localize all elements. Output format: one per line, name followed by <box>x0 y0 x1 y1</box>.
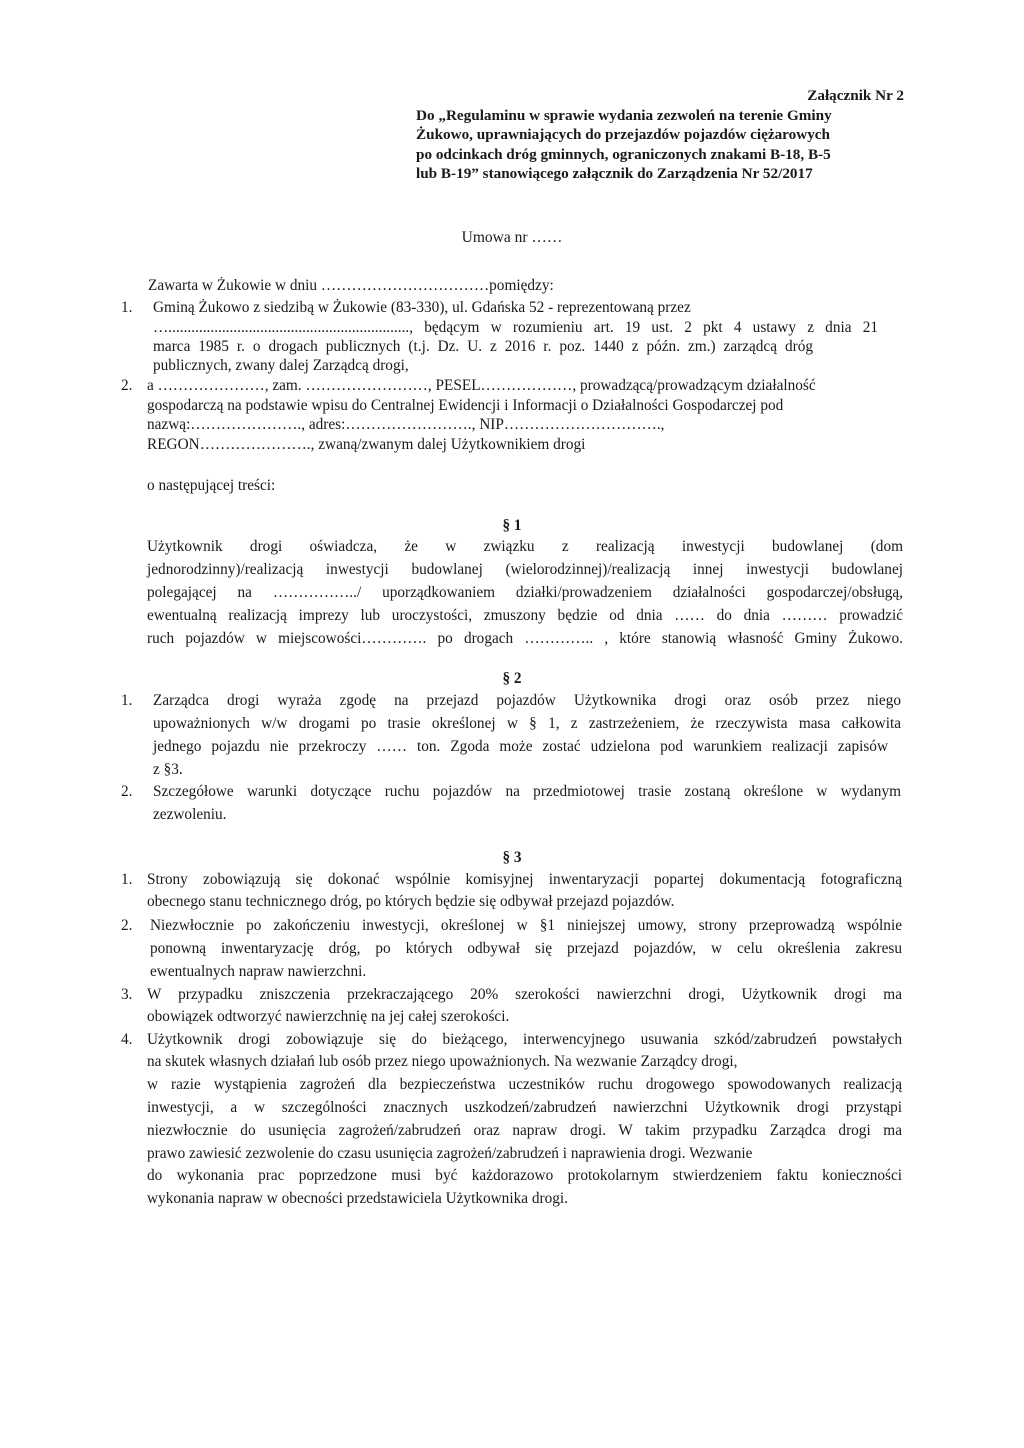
section-1-line: Użytkownik drogi oświadcza, że w związku z realizacją inwestycji budowlanej (dom <box>147 538 903 555</box>
party2-line: gospodarczą na podstawie wpisu do Centralnej Ewidencji i Informacji o Działalności Gospodarczej pod <box>147 397 784 414</box>
section-3-item-line: obowiązek odtworzyć nawierzchnię na jej całej szerokości. <box>147 1008 510 1025</box>
party1-line: publicznych, zwany dalej Zarządcą drogi, <box>153 357 409 374</box>
section-2-item-line: z §3. <box>153 761 183 778</box>
section-1-line: polegającej na ……………../ uporządkowaniem działki/prowadzeniem działalności gospodarczej/obsługą, <box>147 584 903 601</box>
attachment-header <box>416 86 904 184</box>
party2-line: REGON…………………., zwaną/zwanym dalej Użytkownikiem drogi <box>147 436 586 453</box>
section-3-item-line: na skutek własnych działań lub osób przez niego upoważnionych. Na wezwanie Zarządcy drogi, <box>147 1053 738 1070</box>
contract-title: Umowa nr …… <box>461 229 563 246</box>
concluded-line: Zawarta w Żukowie w dniu ……………………………pomiędzy: <box>148 277 554 294</box>
section-3-item-line: Niezwłocznie po zakończeniu inwestycji, określonej w §1 niniejszej umowy, strony przeprowadzą wspólnie <box>150 917 902 934</box>
section-3-item-line: W przypadku zniszczenia przekraczającego 20% szerokości nawierzchni drogi, Użytkownik drogi ma <box>147 986 902 1003</box>
section-2-item-line: Zarządca drogi wyraża zgodę na przejazd pojazdów Użytkownika drogi oraz osób przez niego <box>153 692 901 709</box>
party1-line: marca 1985 r. o drogach publicznych (t.j. Dz. U. z 2016 r. poz. 1440 z późn. zm.) zarządcą dróg <box>153 338 813 355</box>
party1-line: …..............................................................., będącym w rozumieniu art. 19 ust. 2 pkt 4 ustawy z dnia 21 <box>153 319 878 336</box>
section-3-item-number: 4. <box>121 1031 133 1048</box>
attachment-title: Załącznik Nr 2 <box>807 87 904 104</box>
section-2-item-line: zezwoleniu. <box>153 806 227 823</box>
section-3-item-line: w razie wystąpienia zagrożeń dla bezpieczeństwa uczestników ruchu drogowego spowodowanych realizacją <box>147 1076 902 1093</box>
section-1-heading: § 1 <box>502 517 522 534</box>
following-text: o następującej treści: <box>147 477 276 494</box>
section-2-heading: § 2 <box>502 670 522 687</box>
section-3-item-line: obecnego stanu technicznego dróg, po których będzie się odbywał przejazd pojazdów. <box>147 893 675 910</box>
section-3-heading: § 3 <box>502 849 522 866</box>
section-2-item-line: Szczegółowe warunki dotyczące ruchu pojazdów na przedmiotowej trasie zostaną określone w wydanym <box>153 783 901 800</box>
section-3-item-line: wykonania napraw w obecności przedstawiciela Użytkownika drogi. <box>147 1190 568 1207</box>
section-3-item-line: do wykonania prac poprzedzone musi być każdorazowo protokolarnym stwierdzeniem faktu konieczności <box>147 1167 902 1184</box>
header-line: po odcinkach dróg gminnych, ograniczonych znakami B-18, B-5 <box>416 145 831 163</box>
party1-line: Gminą Żukowo z siedzibą w Żukowie (83-330), ul. Gdańska 52 - reprezentowaną przez <box>153 299 691 316</box>
section-3-item-number: 1. <box>121 871 133 888</box>
header-line: Żukowo, uprawniających do przejazdów pojazdów ciężarowych <box>416 126 830 143</box>
header-line: lub B-19” stanowiącego załącznik do Zarządzenia Nr 52/2017 <box>416 165 813 182</box>
section-2-item-number: 1. <box>121 692 133 709</box>
section-1-line: jednorodzinny)/realizacją inwestycji budowlanej (wielorodzinnej)/realizacją innej inwestycji budowlanej <box>147 561 903 578</box>
section-2-item-line: jednego pojazdu nie przekroczy …… ton. Zgoda może zostać udzielona pod warunkiem realizacji zapisów <box>153 738 888 755</box>
section-2-item-number: 2. <box>121 783 133 800</box>
section-3-item-line: Strony zobowiązują się dokonać wspólnie komisyjnej inwentaryzacji popartej dokumentacją fotograficzną <box>147 871 902 888</box>
party2-number: 2. <box>121 377 133 394</box>
header-line: Do „Regulaminu w sprawie wydania zezwoleń na terenie Gminy <box>416 106 832 124</box>
party1-number: 1. <box>121 299 133 316</box>
section-3-item-line: ponowną inwentaryzację dróg, po których odbywał się przejazd pojazdów, w celu określenia zakresu <box>150 940 902 957</box>
section-1-line: ruch pojazdów w miejscowości…………. po drogach ………….. , które stanowią własność Gminy Żukowo. <box>147 630 903 647</box>
section-3-item-line: Użytkownik drogi zobowiązuje się do bieżącego, interwencyjnego usuwania szkód/zabrudzeń powstałych <box>147 1031 902 1048</box>
section-3-item-line: ewentualnych napraw nawierzchni. <box>150 963 367 980</box>
section-3-item-number: 2. <box>121 917 133 934</box>
section-1-line: ewentualną realizacją imprezy lub uroczystości, zmuszony będzie od dnia …… do dnia ……… prowadzić <box>147 607 903 624</box>
party2-line: nazwą:…………………., adres:……………………., NIP…………………………., <box>147 416 665 433</box>
section-2-item-line: upoważnionych w/w drogami po trasie określonej w § 1, z zastrzeżeniem, że rzeczywista masa całkowita <box>153 715 901 732</box>
section-3-item-number: 3. <box>121 986 133 1003</box>
section-3-item-line: inwestycji, a w szczególności znacznych uszkodzeń/zabrudzeń nawierzchni Użytkownik drogi przystąpi <box>147 1099 902 1116</box>
section-3-item-line: niezwłocznie do usunięcia zagrożeń/zabrudzeń oraz napraw drogi. W takim przypadku Zarządca drogi ma <box>147 1122 902 1139</box>
party2-line: a …………………, zam. ……………………, PESEL………………, prowadzącą/prowadzącym działalność <box>147 377 816 394</box>
section-3-item-line: prawo zawiesić zezwolenie do czasu usunięcia zagrożeń/zabrudzeń i naprawienia drogi. Wezwanie <box>147 1145 753 1162</box>
